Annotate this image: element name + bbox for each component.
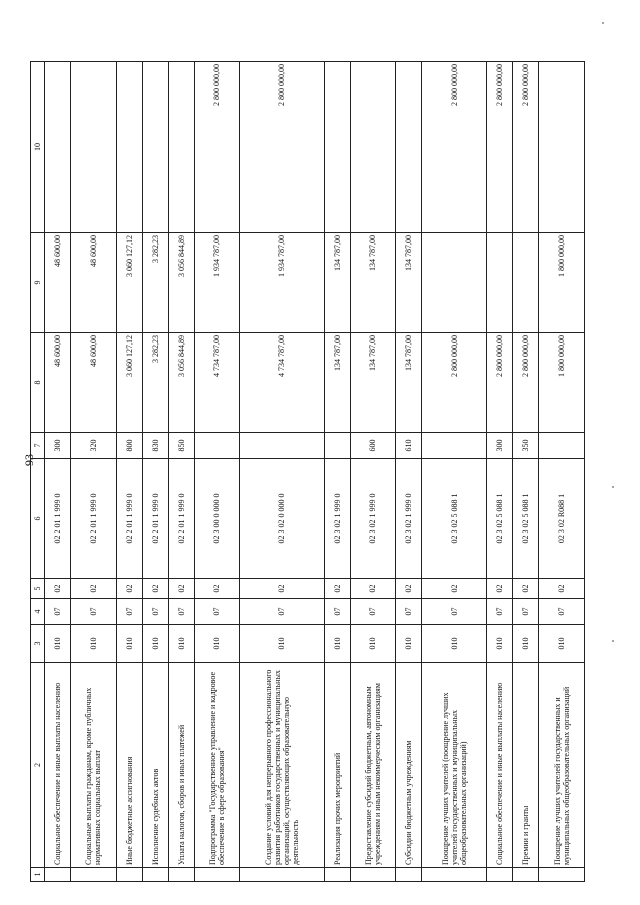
ministry-code-cell: 010 — [142, 625, 168, 663]
subsection-code-cell: 02 — [45, 579, 71, 599]
section-code-cell: 07 — [350, 599, 396, 625]
federal-amount-cell — [168, 62, 194, 233]
ministry-code-cell: 010 — [350, 625, 396, 663]
ministry-code-cell: 010 — [422, 625, 487, 663]
subsection-code-cell: 02 — [240, 579, 325, 599]
total-amount-cell: 4 734 787,00 — [194, 333, 240, 433]
row-number-cell — [168, 868, 194, 882]
page-number: 93 — [22, 454, 36, 466]
total-amount-cell: 134 787,00 — [350, 333, 396, 433]
expense-type-cell: 350 — [513, 433, 539, 459]
federal-amount-cell: 2 800 000,00 — [240, 62, 325, 233]
expense-type-cell: 800 — [116, 433, 142, 459]
row-number-cell — [539, 868, 585, 882]
amount-cell: 3 060 127,12 — [116, 233, 142, 333]
table-row — [168, 62, 194, 882]
section-code-cell: 07 — [116, 599, 142, 625]
header-row — [31, 62, 45, 882]
row-name-cell: Создание условий для непрерывного профессионального развития работников государственных и муниципальных организаций, осуществляющих образовательную деятельность — [240, 663, 325, 868]
row-name-cell: Иные бюджетные ассигнования — [116, 663, 142, 868]
expense-type-cell — [422, 433, 487, 459]
total-amount-cell: 4 734 787,00 — [240, 333, 325, 433]
amount-cell: 1 800 000,00 — [539, 233, 585, 333]
target-article-cell: 02 3 02 1 999 0 — [396, 459, 422, 579]
header-cell: 5 — [31, 579, 45, 599]
total-amount-cell: 134 787,00 — [324, 333, 350, 433]
target-article-cell: 02 2 01 1 999 0 — [168, 459, 194, 579]
expense-type-cell: 830 — [142, 433, 168, 459]
ministry-code-cell: 010 — [194, 625, 240, 663]
row-number-cell — [396, 868, 422, 882]
amount-cell: 3 282,23 — [142, 233, 168, 333]
federal-amount-cell — [116, 62, 142, 233]
amount-cell: 134 787,00 — [350, 233, 396, 333]
total-amount-cell: 3 060 127,12 — [116, 333, 142, 433]
federal-amount-cell — [350, 62, 396, 233]
total-amount-cell: 2 800 000,00 — [487, 333, 513, 433]
ministry-code-cell: 010 — [487, 625, 513, 663]
federal-amount-cell — [539, 62, 585, 233]
subsection-code-cell: 02 — [539, 579, 585, 599]
expense-type-cell — [240, 433, 325, 459]
row-name-cell: Социальные выплаты гражданам, кроме публичных нормативных социальных выплат — [71, 663, 117, 868]
expense-type-cell — [194, 433, 240, 459]
subsection-code-cell: 02 — [422, 579, 487, 599]
header-cell: 9 — [31, 233, 45, 333]
row-name-cell: Исполнение судебных актов — [142, 663, 168, 868]
section-code-cell: 07 — [487, 599, 513, 625]
subsection-code-cell: 02 — [487, 579, 513, 599]
table-body — [31, 62, 585, 882]
amount-cell: 48 600,00 — [45, 233, 71, 333]
scan-speck — [612, 640, 614, 642]
ministry-code-cell: 010 — [513, 625, 539, 663]
ministry-code-cell: 010 — [116, 625, 142, 663]
row-number-cell — [324, 868, 350, 882]
federal-amount-cell: 2 800 000,00 — [513, 62, 539, 233]
header-cell: 7 — [31, 433, 45, 459]
table-row — [396, 62, 422, 882]
table-row — [194, 62, 240, 882]
subsection-code-cell: 02 — [142, 579, 168, 599]
amount-cell: 48 600,00 — [71, 233, 117, 333]
target-article-cell: 02 3 02 1 999 0 — [324, 459, 350, 579]
row-name-cell: Субсидии бюджетным учреждениям — [396, 663, 422, 868]
expense-type-cell: 850 — [168, 433, 194, 459]
federal-amount-cell — [71, 62, 117, 233]
ministry-code-cell: 010 — [45, 625, 71, 663]
amount-cell: 134 787,00 — [324, 233, 350, 333]
federal-amount-cell — [142, 62, 168, 233]
scan-speck — [612, 486, 614, 488]
total-amount-cell: 2 800 000,00 — [422, 333, 487, 433]
expense-type-cell: 320 — [71, 433, 117, 459]
amount-cell — [487, 233, 513, 333]
header-cell: 3 — [31, 625, 45, 663]
section-code-cell: 07 — [324, 599, 350, 625]
target-article-cell: 02 3 02 5 088 1 — [487, 459, 513, 579]
table-row — [116, 62, 142, 882]
federal-amount-cell — [324, 62, 350, 233]
target-article-cell: 02 3 02 0 000 0 — [240, 459, 325, 579]
section-code-cell: 07 — [396, 599, 422, 625]
expense-type-cell: 300 — [45, 433, 71, 459]
amount-cell: 1 934 787,00 — [240, 233, 325, 333]
row-number-cell — [350, 868, 396, 882]
section-code-cell: 07 — [539, 599, 585, 625]
table-row — [539, 62, 585, 882]
row-number-cell — [116, 868, 142, 882]
target-article-cell: 02 2 01 1 999 0 — [71, 459, 117, 579]
scan-speck — [602, 22, 604, 24]
row-name-cell: Поощрение лучших учителей государственных и муниципальных общеобразовательных организаций — [539, 663, 585, 868]
row-name-cell: Уплата налогов, сборов и иных платежей — [168, 663, 194, 868]
section-code-cell: 07 — [168, 599, 194, 625]
row-number-cell — [142, 868, 168, 882]
expense-type-cell: 600 — [350, 433, 396, 459]
expense-type-cell — [324, 433, 350, 459]
row-name-cell: Предоставление субсидий бюджетным, автономным учреждениям и иным некоммерческим организациям — [350, 663, 396, 868]
table-row — [324, 62, 350, 882]
row-name-cell: Премии и гранты — [513, 663, 539, 868]
row-name-cell: Реализация прочих мероприятий — [324, 663, 350, 868]
table-row — [350, 62, 396, 882]
row-number-cell — [71, 868, 117, 882]
section-code-cell: 07 — [45, 599, 71, 625]
amount-cell: 3 056 844,89 — [168, 233, 194, 333]
row-number-cell — [45, 868, 71, 882]
row-number-cell — [240, 868, 325, 882]
table-row — [71, 62, 117, 882]
section-code-cell: 07 — [194, 599, 240, 625]
section-code-cell: 07 — [142, 599, 168, 625]
section-code-cell: 07 — [240, 599, 325, 625]
header-cell: 4 — [31, 599, 45, 625]
target-article-cell: 02 2 01 1 999 0 — [45, 459, 71, 579]
federal-amount-cell — [396, 62, 422, 233]
amount-cell: 1 934 787,00 — [194, 233, 240, 333]
total-amount-cell: 1 800 000,00 — [539, 333, 585, 433]
ministry-code-cell: 010 — [168, 625, 194, 663]
header-cell: 10 — [31, 62, 45, 233]
expense-type-cell: 300 — [487, 433, 513, 459]
target-article-cell: 02 2 01 1 999 0 — [142, 459, 168, 579]
federal-amount-cell: 2 800 000,00 — [487, 62, 513, 233]
subsection-code-cell: 02 — [513, 579, 539, 599]
header-cell: 8 — [31, 333, 45, 433]
row-name-cell: Социальное обеспечение и иные выплаты населению — [45, 663, 71, 868]
target-article-cell: 02 3 02 5 088 1 — [422, 459, 487, 579]
target-article-cell: 02 3 02 R088 1 — [539, 459, 585, 579]
federal-amount-cell: 2 800 000,00 — [422, 62, 487, 233]
subsection-code-cell: 02 — [168, 579, 194, 599]
row-name-cell: Поощрение лучших учителей (поощрение лучших учителей государственных и муниципальных общеобразовательных организаций) — [422, 663, 487, 868]
section-code-cell: 07 — [513, 599, 539, 625]
target-article-cell: 02 3 02 1 999 0 — [350, 459, 396, 579]
target-article-cell: 02 3 02 5 088 1 — [513, 459, 539, 579]
subsection-code-cell: 02 — [194, 579, 240, 599]
federal-amount-cell — [45, 62, 71, 233]
section-code-cell: 07 — [71, 599, 117, 625]
budget-table — [30, 61, 585, 882]
table-row — [422, 62, 487, 882]
header-cell: 1 — [31, 868, 45, 882]
row-name-cell: Подпрограмма "Государственное управление и кадровое обеспечение в сфере образования" — [194, 663, 240, 868]
row-number-cell — [194, 868, 240, 882]
ministry-code-cell: 010 — [539, 625, 585, 663]
federal-amount-cell: 2 800 000,00 — [194, 62, 240, 233]
subsection-code-cell: 02 — [71, 579, 117, 599]
total-amount-cell: 48 600,00 — [45, 333, 71, 433]
subsection-code-cell: 02 — [396, 579, 422, 599]
ministry-code-cell: 010 — [240, 625, 325, 663]
ministry-code-cell: 010 — [396, 625, 422, 663]
header-cell: 2 — [31, 663, 45, 868]
total-amount-cell: 48 600,00 — [71, 333, 117, 433]
table-row — [142, 62, 168, 882]
ministry-code-cell: 010 — [71, 625, 117, 663]
subsection-code-cell: 02 — [324, 579, 350, 599]
expense-type-cell: 610 — [396, 433, 422, 459]
row-number-cell — [513, 868, 539, 882]
amount-cell — [513, 233, 539, 333]
table-row — [487, 62, 513, 882]
amount-cell: 134 787,00 — [396, 233, 422, 333]
total-amount-cell: 134 787,00 — [396, 333, 422, 433]
row-number-cell — [487, 868, 513, 882]
subsection-code-cell: 02 — [116, 579, 142, 599]
row-name-cell: Социальное обеспечение и иные выплаты населению — [487, 663, 513, 868]
total-amount-cell: 2 800 000,00 — [513, 333, 539, 433]
section-code-cell: 07 — [422, 599, 487, 625]
target-article-cell: 02 3 00 0 000 0 — [194, 459, 240, 579]
header-cell: 6 — [31, 459, 45, 579]
table-row — [240, 62, 325, 882]
ministry-code-cell: 010 — [324, 625, 350, 663]
rotated-budget-table — [30, 62, 585, 882]
target-article-cell: 02 2 01 1 999 0 — [116, 459, 142, 579]
expense-type-cell — [539, 433, 585, 459]
total-amount-cell: 3 282,23 — [142, 333, 168, 433]
total-amount-cell: 3 056 844,89 — [168, 333, 194, 433]
row-number-cell — [422, 868, 487, 882]
subsection-code-cell: 02 — [350, 579, 396, 599]
table-row — [45, 62, 71, 882]
table-row — [513, 62, 539, 882]
amount-cell — [422, 233, 487, 333]
